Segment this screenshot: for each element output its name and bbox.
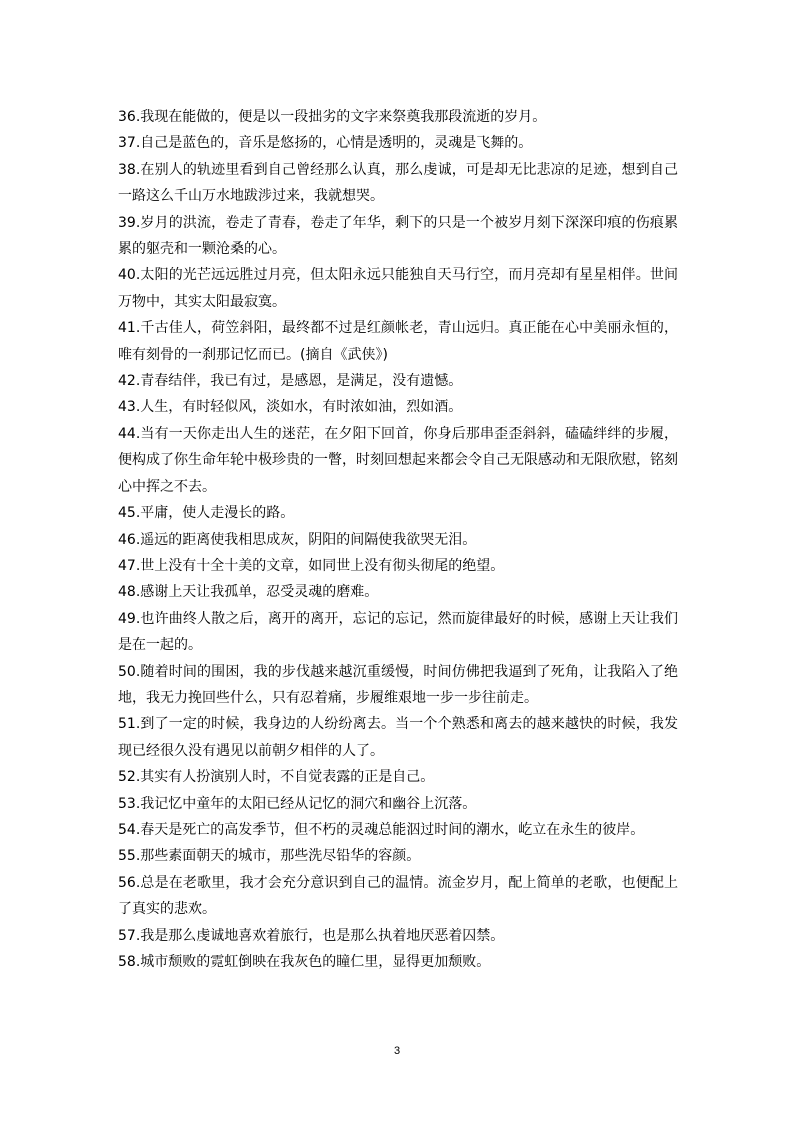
text-body bbox=[118, 104, 678, 975]
paragraph-42: 42.青春结伴，我已有过，是感恩，是满足，没有遗憾。 bbox=[118, 373, 463, 390]
paragraph-37: 37.自己是蓝色的，音乐是悠扬的，心情是透明的，灵魂是飞舞的。 bbox=[118, 135, 533, 152]
paragraph-53: 53.我记忆中童年的太阳已经从记忆的洞穴和幽谷上沉落。 bbox=[118, 795, 477, 812]
paragraph-57: 57.我是那么虔诚地喜欢着旅行，也是那么执着地厌恶着囚禁。 bbox=[118, 927, 505, 944]
paragraph-43: 43.人生，有时轻似风，淡如水，有时浓如油，烈如酒。 bbox=[118, 399, 463, 416]
paragraph-47: 47.世上没有十全十美的文章，如同世上没有彻头彻尾的绝望。 bbox=[118, 557, 505, 574]
paragraph-48: 48.感谢上天让我孤单，忍受灵魂的磨难。 bbox=[118, 584, 379, 601]
paragraph-56: 56.总是在老歌里，我才会充分意识到自己的温情。流金岁月，配上简单的老歌，也便配上了真实的悲欢。 bbox=[118, 874, 678, 918]
paragraph-50: 50.随着时间的围困，我的步伐越来越沉重缓慢，时间仿佛把我逼到了死角，让我陷入了绝地，我无力挽回些什么，只有忍着痛，步履维艰地一步一步往前走。 bbox=[118, 663, 678, 706]
paragraph-39: 39.岁月的洪流，卷走了青春，卷走了年华，剩下的只是一个被岁月刻下深深印痕的伤痕累累的躯壳和一颗沧桑的心。 bbox=[118, 214, 678, 258]
paragraph-44: 44.当有一天你走出人生的迷茫，在夕阳下回首，你身后那串歪歪斜斜，磕磕绊绊的步履，便构成了你生命年轮中极珍贵的一瞥，时刻回想起来都会令自己无限感动和无限欣慰，铭刻心中挥之不去。 bbox=[118, 425, 678, 495]
page-number: 3 bbox=[393, 1045, 401, 1057]
paragraph-40: 40.太阳的光芒远远胜过月亮，但太阳永远只能独自天马行空，而月亮却有星星相伴。世间万物中，其实太阳最寂寞。 bbox=[118, 267, 678, 310]
paragraph-51: 51.到了一定的时候，我身边的人纷纷离去。当一个个熟悉和离去的越来越快的时候，我发现已经很久没有遇见以前朝夕相伴的人了。 bbox=[118, 716, 678, 759]
paragraph-45: 45.平庸，使人走漫长的路。 bbox=[118, 505, 295, 522]
paragraph-41: 41.千古佳人，荷笠斜阳，最终都不过是红颜帐老，青山远归。真正能在心中美丽永恒的，唯有刻骨的一刹那记忆而已。(摘自《武侠》) bbox=[118, 320, 678, 363]
paragraph-49: 49.也许曲终人散之后，离开的离开，忘记的忘记，然而旋律最好的时候，感谢上天让我们是在一起的。 bbox=[118, 610, 678, 654]
paragraph-55: 55.那些素面朝天的城市，那些洗尽铅华的容颜。 bbox=[118, 848, 421, 865]
paragraph-58: 58.城市颓败的霓虹倒映在我灰色的瞳仁里，显得更加颓败。 bbox=[118, 954, 491, 970]
paragraph-36: 36.我现在能做的，便是以一段拙劣的文字来祭奠我那段流逝的岁月。 bbox=[118, 109, 547, 125]
paragraph-54: 54.春天是死亡的高发季节，但不朽的灵魂总能泅过时间的潮水，屹立在永生的彼岸。 bbox=[118, 821, 645, 838]
paragraph-46: 46.遥远的距离使我相思成灰，阴阳的间隔使我欲哭无泪。 bbox=[118, 531, 477, 548]
paragraph-52: 52.其实有人扮演别人时，不自觉表露的正是自己。 bbox=[118, 769, 435, 786]
paragraph-38: 38.在别人的轨迹里看到自己曾经那么认真，那么虔诚，可是却无比悲凉的足迹，想到自己一路这么千山万水地跋涉过来，我就想哭。 bbox=[118, 161, 678, 205]
